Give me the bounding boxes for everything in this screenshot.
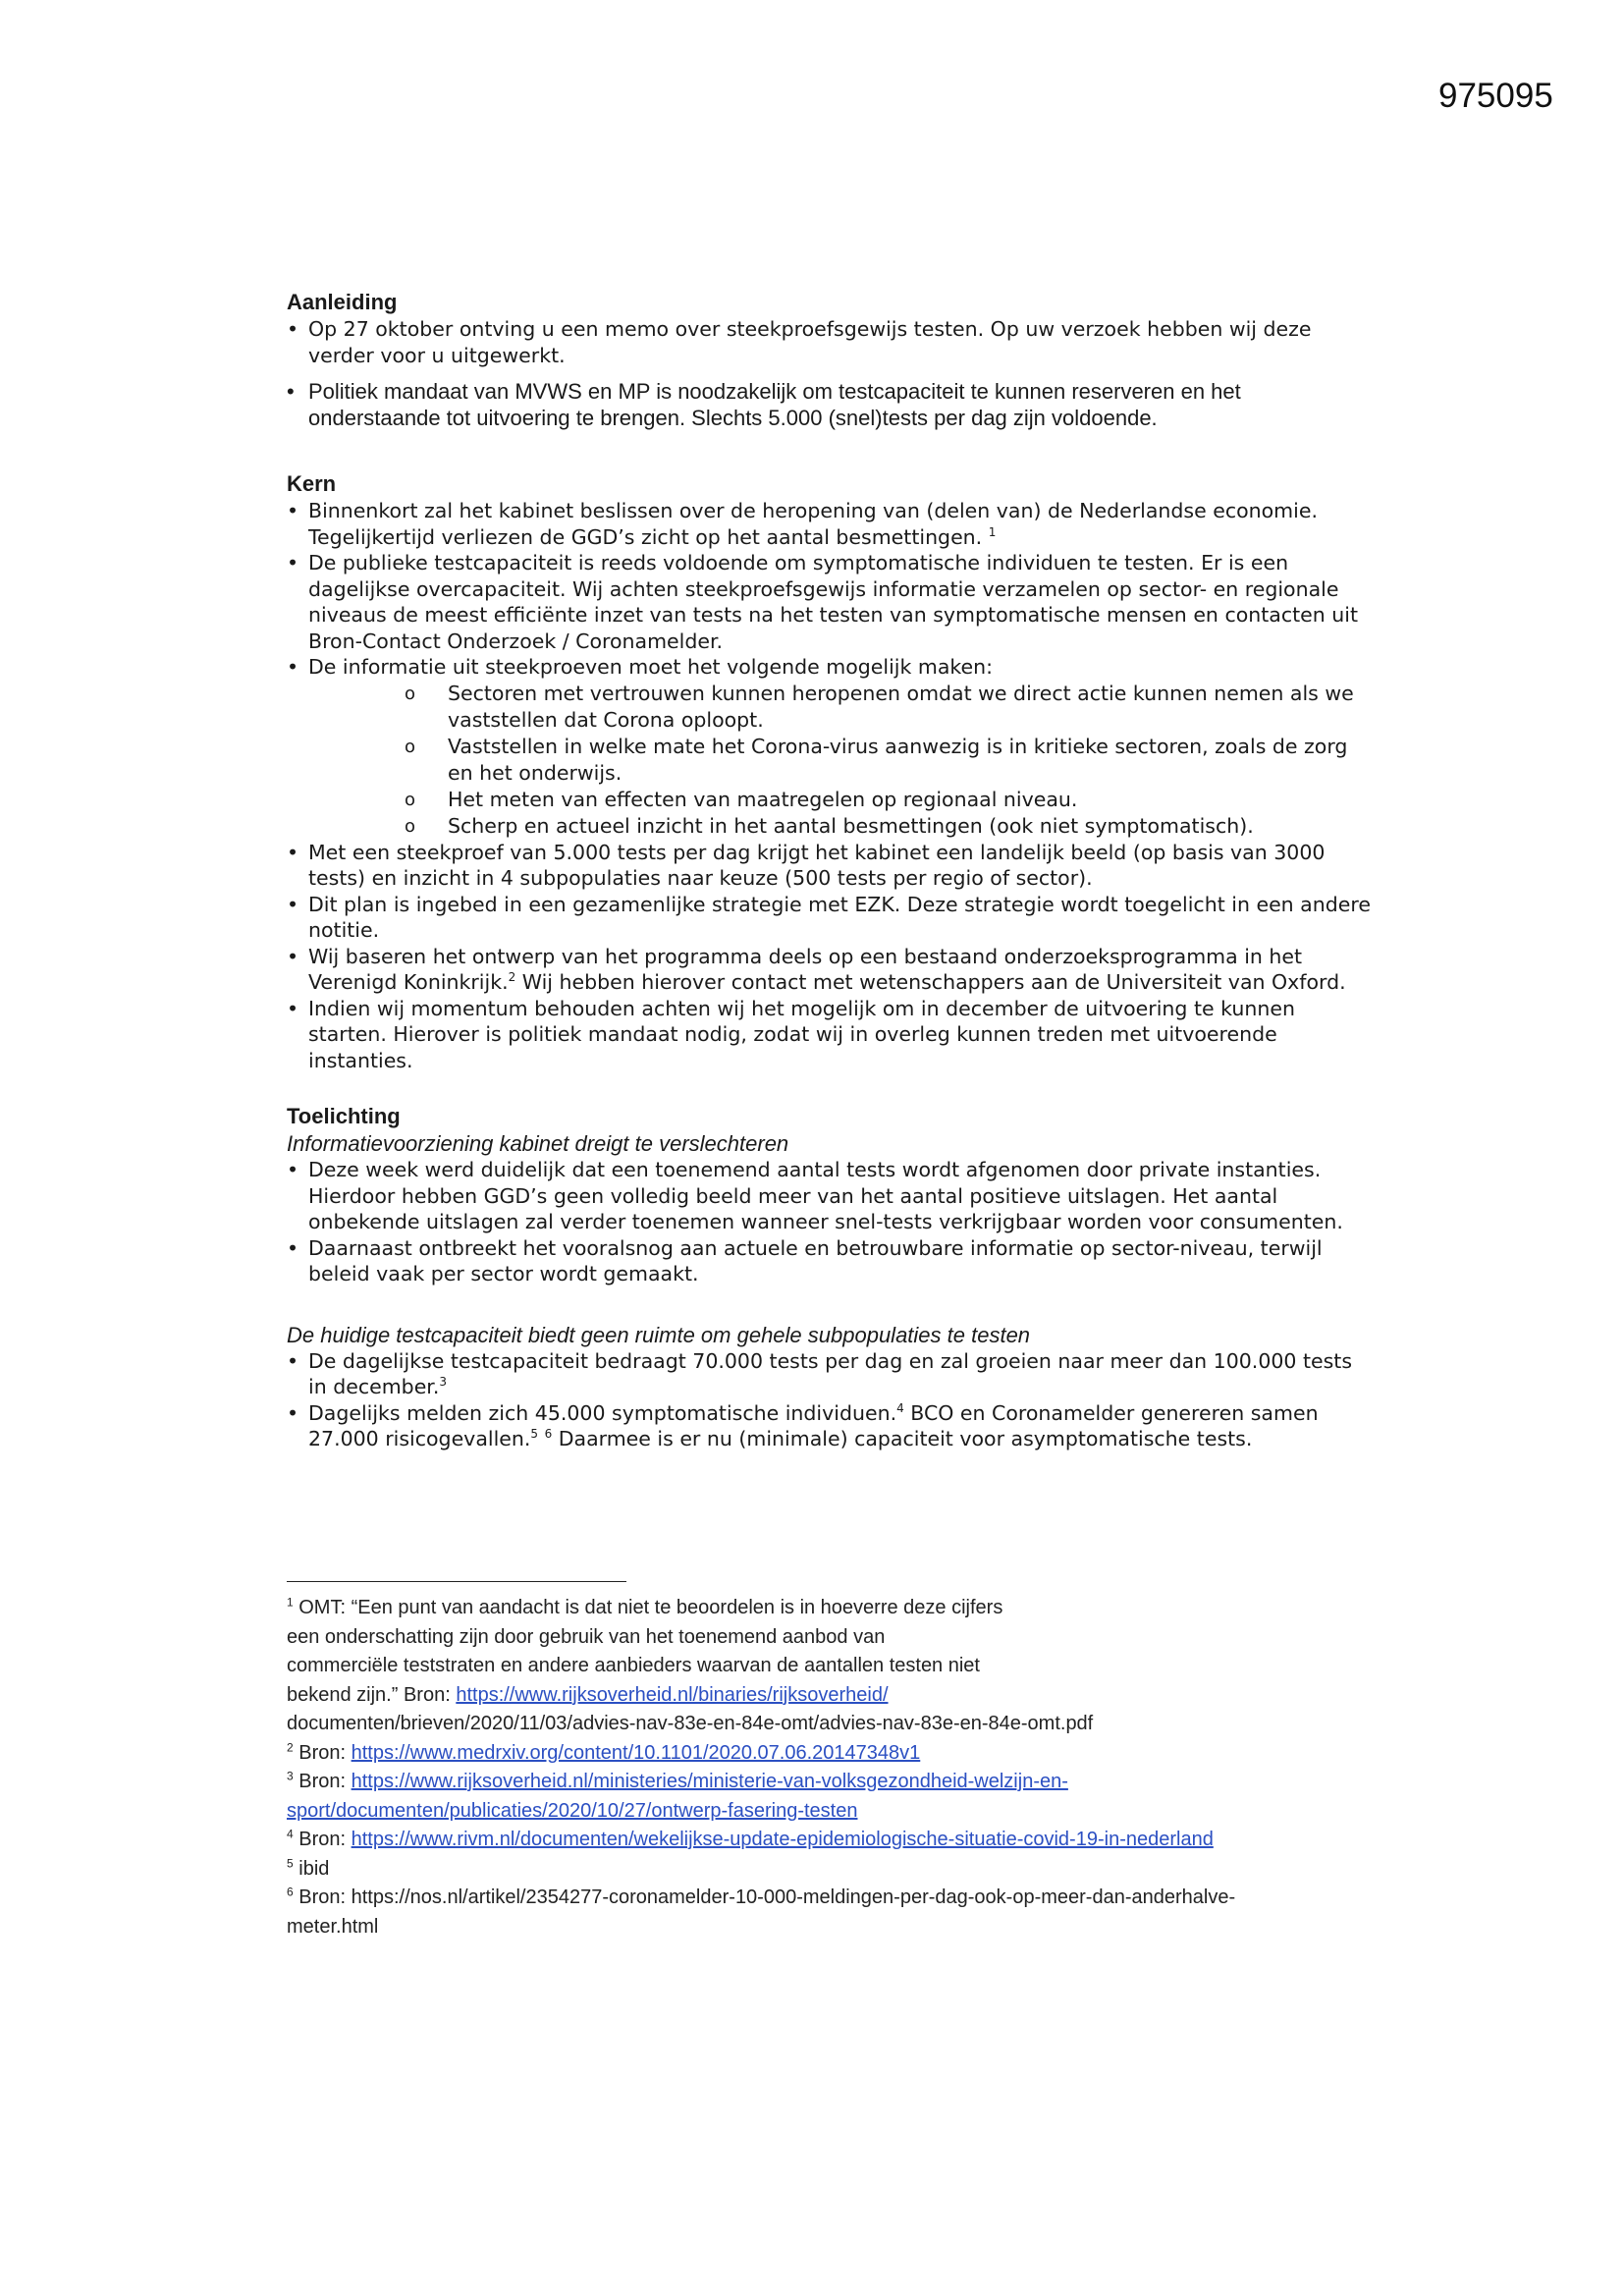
heading-toelichting: Toelichting [287, 1104, 401, 1128]
toelichting-list-1 [287, 1157, 1377, 1287]
list-item-text: Wij baseren het ontwerp van het programma deels op een bestaand onderzoeksprogramma in het Verenigd Koninkrijk. [308, 944, 1303, 994]
list-item: • Politiek mandaat van MVWS en MP is noodzakelijk om testcapaciteit te kunnen reserveren en het onderstaande tot uitvoering te brengen. Slechts 5.000 (snel)tests per dag zijn voldoende. [287, 378, 1377, 431]
footnote-3-line [287, 1797, 1377, 1827]
list-item [287, 654, 1377, 681]
subheading-testcapaciteit: De huidige testcapaciteit biedt geen ruimte om gehele subpopulaties te testen [287, 1322, 1031, 1347]
list-item-text: De informatie uit steekproeven moet het volgende mogelijk maken: [308, 655, 994, 679]
list-item: • Indien wij momentum behouden achten wij het mogelijk om in december de uitvoering te kunnen starten. Hierover is politiek mandaat nodig, zodat wij in overleg kunnen treden met uitvoerende instanties. [287, 996, 1377, 1074]
footnote-number: 1 [287, 1595, 294, 1610]
footnote-number: 2 [287, 1739, 294, 1754]
aanleiding-list [287, 316, 1377, 431]
footnote-text: ibid [298, 1857, 330, 1880]
footnote-1-line: documenten/brieven/2020/11/03/advies-nav-83e-en-84e-omt/advies-nav-83e-en-84e-omt.pdf [287, 1713, 1094, 1734]
list-item-text: Daarmee is er nu (minimale) capaciteit voor asymptomatische tests. [552, 1427, 1253, 1450]
footnote-1-line [287, 1681, 1377, 1711]
footnote-text: Bron: [298, 1829, 352, 1850]
footnote-text: Bron: [298, 1741, 352, 1764]
footnote-5 [287, 1855, 1377, 1885]
sub-list-item: o Het meten van effecten van maatregelen op regionaal niveau. [405, 787, 1377, 813]
list-item-text: Wij hebben hierover contact met wetenschappers aan de Universiteit van Oxford. [515, 970, 1346, 994]
section-kern [287, 470, 1377, 1073]
footnote-link[interactable]: sport/documenten/publicaties/2020/10/27/ontwerp-fasering-testen [287, 1799, 858, 1822]
kern-sublist [287, 681, 1377, 840]
footnote-1-line: commerciële teststraten en andere aanbieders waarvan de aantallen testen niet [287, 1655, 980, 1676]
list-item: • Dit plan is ingebed in een gezamenlijke strategie met EZK. Deze strategie wordt toegelicht in een andere notitie. [287, 892, 1377, 944]
list-item-text: Dagelijks melden zich 45.000 symptomatische individuen. [308, 1400, 897, 1425]
footnote-1-line: een onderschatting zijn door gebruik van het toenemend aanbod van [287, 1625, 886, 1648]
list-item [287, 1400, 1377, 1452]
footnote-number: 5 [287, 1855, 294, 1870]
toelichting-list-2 [287, 1348, 1377, 1452]
footnote-text: bekend zijn.” Bron: [287, 1683, 457, 1706]
list-item-text: De dagelijkse testcapaciteit bedraagt 70.000 tests per dag en zal groeien naar meer dan 100.000 tests in december. [308, 1348, 1353, 1398]
footnote-number: 3 [287, 1769, 294, 1783]
section-aanleiding [287, 289, 1377, 431]
list-item [287, 498, 1377, 550]
footnote-ref: 4 [896, 1400, 904, 1415]
sub-list-item: o Sectoren met vertrouwen kunnen heropenen omdat we direct actie kunnen nemen als we vaststellen dat Corona oploopt. [405, 681, 1377, 734]
list-item [287, 944, 1377, 996]
footnote-6-line: meter.html [287, 1915, 379, 1938]
sub-list-item: o Scherp en actueel inzicht in het aantal besmettingen (ook niet symptomatisch). [405, 813, 1377, 840]
footnote-ref: 6 [544, 1427, 553, 1442]
kern-list-continued [287, 840, 1377, 1074]
footnote-4 [287, 1826, 1377, 1855]
list-item-text: Binnenkort zal het kabinet beslissen over de heropening van (delen van) de Nederlandse economie. Tegelijkertijd verliezen de GGD’s zicht op het aantal besmettingen. [308, 499, 1318, 549]
list-item-text: BCO en Coronamelder genereren samen 27.000 risicogevallen. [308, 1400, 1319, 1450]
footnote-3 [287, 1768, 1377, 1797]
footnote-ref: 1 [988, 524, 997, 539]
footnote-2 [287, 1739, 1377, 1769]
footnote-separator [287, 1581, 626, 1582]
footnote-link[interactable]: https://www.medrxiv.org/content/10.1101/2020.07.06.20147348v1 [351, 1741, 921, 1764]
heading-kern: Kern [287, 471, 337, 496]
footnote-link[interactable]: https://www.rivm.nl/documenten/wekelijkse-update-epidemiologische-situatie-covid-19-in-nederland [351, 1829, 1214, 1850]
footnote-ref: 3 [439, 1375, 448, 1390]
list-item: • De publieke testcapaciteit is reeds voldoende om symptomatische individuen te testen. Er is een dagelijkse overcapaciteit. Wij achten steekproefsgewijs informatie verzamelen op sector- en regionale niveaus de meest efficiënte inzet van tests na het testen van symptomatische mensen en contacten uit Bron-Contact Onderzoek / Coronamelder. [287, 550, 1377, 654]
memo-body [287, 289, 1377, 1452]
footnote-1 [287, 1594, 1377, 1623]
footnote-ref: 2 [508, 970, 516, 985]
kern-list [287, 498, 1377, 681]
subheading-informatievoorziening: Informatievoorziening kabinet dreigt te verslechteren [287, 1131, 789, 1156]
list-item: • Met een steekproef van 5.000 tests per dag krijgt het kabinet een landelijk beeld (op basis van 3000 tests) en inzicht in 4 subpopulaties naar keuze (500 tests per regio of sector). [287, 840, 1377, 892]
sub-list-item: o Vaststellen in welke mate het Corona-virus aanwezig is in kritieke sectoren, zoals de zorg en het onderwijs. [405, 734, 1377, 787]
footnotes [287, 1594, 1377, 1941]
list-item: • Daarnaast ontbreekt het vooralsnog aan actuele en betrouwbare informatie op sector-niveau, terwijl beleid vaak per sector wordt gemaakt. [287, 1235, 1377, 1287]
footnote-link[interactable]: https://www.rijksoverheid.nl/ministeries/ministerie-van-volksgezondheid-welzijn-en- [351, 1771, 1068, 1792]
footnote-number: 6 [287, 1885, 294, 1899]
list-item: • Deze week werd duidelijk dat een toenemend aantal tests wordt afgenomen door private instanties. Hierdoor hebben GGD’s geen volledig beeld meer van het aantal positieve uitslagen. Het aantal onbekende uitslagen zal verder toenemen wanneer snel-tests verkrijgbaar worden voor consumenten. [287, 1157, 1377, 1235]
footnote-text: OMT: “Een punt van aandacht is dat niet te beoordelen is in hoeverre deze cijfers [298, 1597, 1003, 1618]
footnote-6 [287, 1884, 1377, 1913]
section-toelichting [287, 1103, 1377, 1452]
footnote-text: Bron: https://nos.nl/artikel/2354277-coronamelder-10-000-meldingen-per-dag-ook-op-meer-dan-anderhalve- [298, 1886, 1236, 1908]
footnote-ref: 5 [530, 1427, 539, 1442]
document-number: 975095 [1438, 77, 1553, 115]
heading-aanleiding: Aanleiding [287, 290, 398, 314]
footnote-link[interactable]: https://www.rijksoverheid.nl/binaries/rijksoverheid/ [456, 1683, 889, 1706]
footnote-number: 4 [287, 1827, 294, 1841]
list-item: • Op 27 oktober ontving u een memo over steekproefsgewijs testen. Op uw verzoek hebben wij deze verder voor u uitgewerkt. [287, 316, 1377, 368]
footnote-text: Bron: [298, 1771, 352, 1792]
list-item [287, 1348, 1377, 1400]
